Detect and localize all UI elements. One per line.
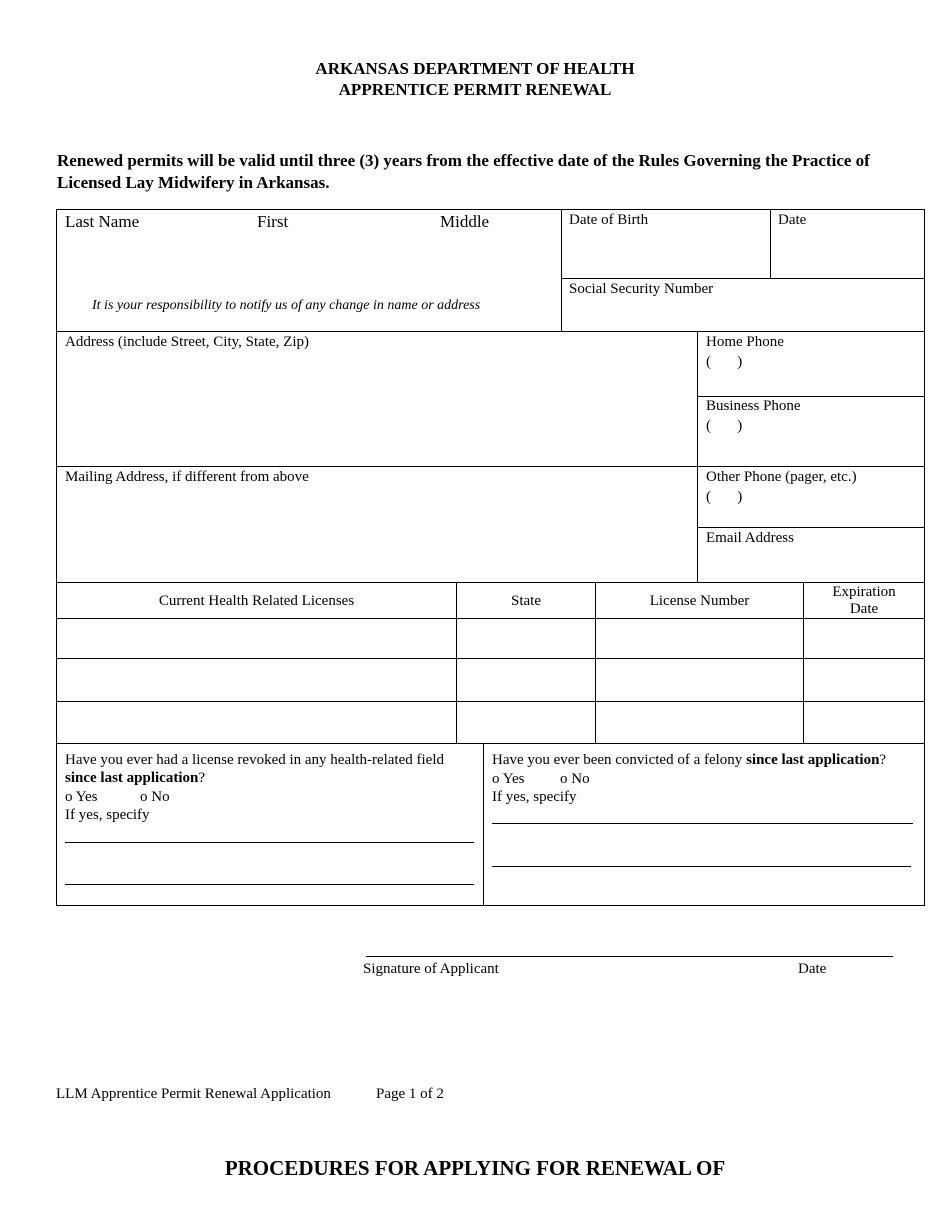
date-field[interactable]: Date	[778, 212, 807, 228]
felony-no-option[interactable]: o No	[560, 771, 590, 787]
procedures-title: PROCEDURES FOR APPLYING FOR RENEWAL OF	[224, 1156, 726, 1180]
license-row-2-name[interactable]	[57, 659, 456, 701]
page-title: ARKANSAS DEPARTMENT OF HEALTH	[315, 59, 635, 78]
signature-label: Signature of Applicant	[363, 961, 499, 977]
middle-name-field[interactable]: Middle	[440, 212, 490, 231]
change-notice: It is your responsibility to notify us of any change in name or address	[92, 298, 481, 313]
form-name-footer: LLM Apprentice Permit Renewal Application	[56, 1086, 331, 1102]
felony-specify-line-2[interactable]	[492, 866, 911, 867]
home-phone-area-code: ( )	[706, 354, 743, 370]
page-number: Page 1 of 2	[376, 1086, 444, 1102]
signature-date-label: Date	[798, 961, 827, 977]
first-name-field[interactable]: First	[257, 212, 289, 231]
expiration-date-header: Expiration Date	[832, 584, 896, 617]
business-phone-field[interactable]: Business Phone	[706, 398, 801, 414]
revoked-license-question: Have you ever had a license revoked in any health-related field since last application?	[65, 752, 444, 786]
revoked-specify-line-2[interactable]	[65, 884, 474, 885]
intro-text: Renewed permits will be valid until three (3) years from the effective date of the Rules Governing the Practice of Licensed Lay Midwifery in Arkansas.	[57, 151, 870, 192]
felony-yes-option[interactable]: o Yes	[492, 771, 525, 787]
last-name-field[interactable]: Last Name	[65, 212, 140, 231]
mailing-address-field[interactable]: Mailing Address, if different from above	[65, 469, 309, 485]
page-subtitle: APPRENTICE PERMIT RENEWAL	[338, 80, 612, 99]
license-number-header: License Number	[649, 593, 750, 609]
date-of-birth-field[interactable]: Date of Birth	[569, 212, 649, 228]
license-row-3-name[interactable]	[57, 702, 456, 743]
revoked-yes-option[interactable]: o Yes	[65, 789, 98, 805]
ssn-field[interactable]: Social Security Number	[569, 281, 714, 297]
felony-specify-label: If yes, specify	[492, 789, 577, 805]
license-row-1-name[interactable]	[57, 619, 456, 658]
revoked-specify-line-1[interactable]	[65, 842, 474, 843]
state-header: State	[511, 593, 541, 609]
email-field[interactable]: Email Address	[706, 530, 794, 546]
revoked-specify-label: If yes, specify	[65, 807, 150, 823]
signature-line[interactable]	[366, 956, 893, 957]
home-phone-field[interactable]: Home Phone	[706, 334, 784, 350]
other-phone-field[interactable]: Other Phone (pager, etc.)	[706, 469, 857, 485]
licenses-header: Current Health Related Licenses	[158, 593, 355, 609]
revoked-no-option[interactable]: o No	[140, 789, 170, 805]
business-phone-area-code: ( )	[706, 418, 743, 434]
felony-specify-line-1[interactable]	[492, 823, 913, 824]
felony-question: Have you ever been convicted of a felony since last application?	[492, 752, 887, 768]
other-phone-area-code: ( )	[706, 489, 743, 505]
address-field[interactable]: Address (include Street, City, State, Zip)	[65, 334, 309, 350]
